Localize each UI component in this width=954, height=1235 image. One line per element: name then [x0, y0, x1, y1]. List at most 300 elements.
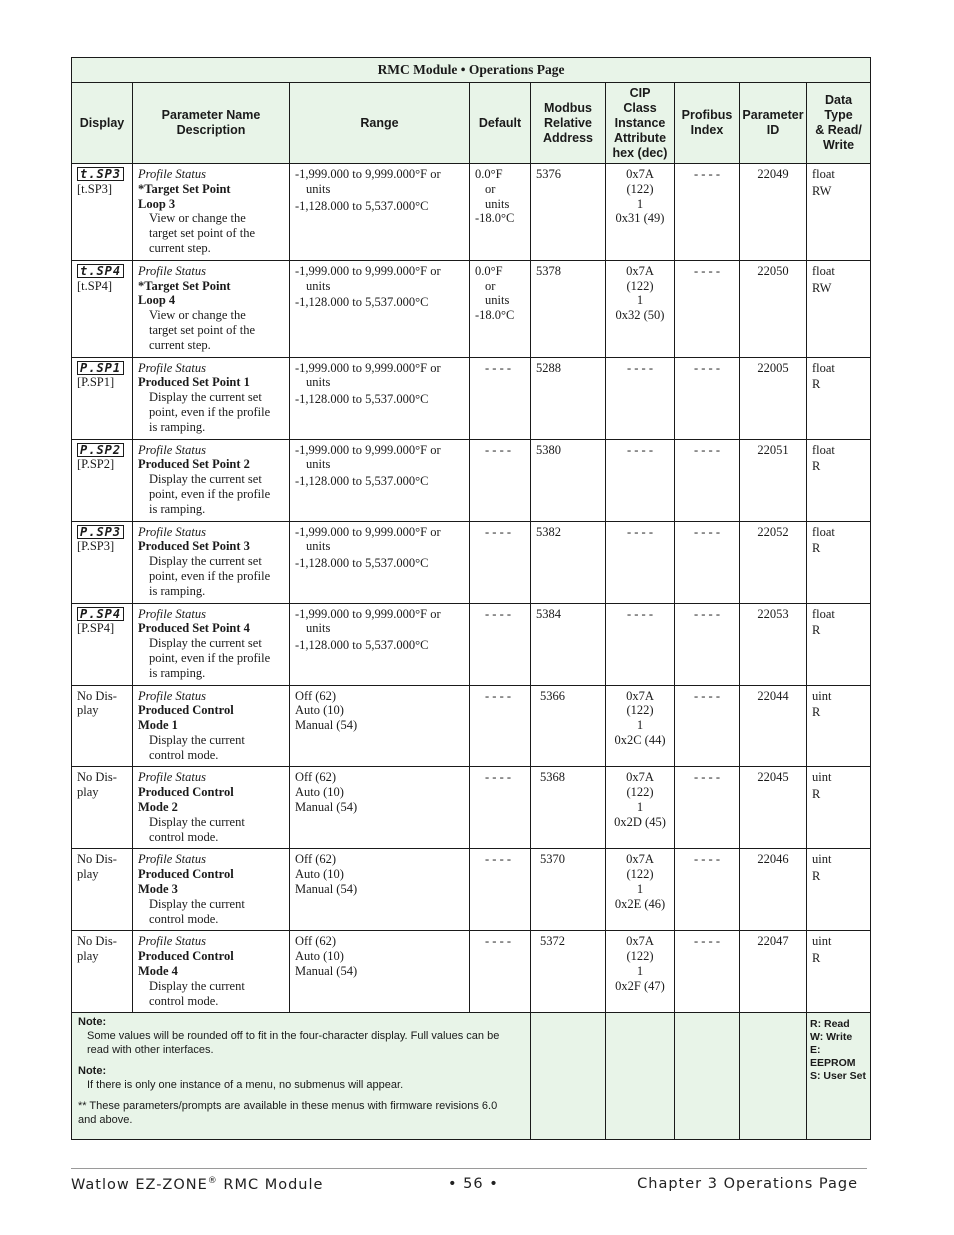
cip-line: (122) [626, 785, 654, 800]
parameter-name: *Target Set Point [138, 181, 231, 196]
lcd-display-glyph: t.SP4 [77, 264, 124, 278]
parameter-description: is ramping. [149, 665, 206, 680]
parameter-description: point, even if the profile [149, 404, 271, 419]
cip-line: 0x31 (49) [615, 211, 665, 226]
data-type-cell [807, 260, 871, 357]
cip-cell [606, 931, 675, 1013]
cip-cell [606, 164, 675, 261]
parameter-name: Produced Set Point 3 [138, 539, 250, 554]
default-line: units [485, 293, 510, 308]
profibus-cell [675, 439, 740, 521]
parameter-name: Produced Set Point 2 [138, 457, 250, 472]
range-line: Auto (10) [295, 703, 344, 718]
range-cell [290, 685, 470, 767]
modbus-address: 5382 [536, 524, 561, 539]
parameter-id-cell [740, 767, 807, 849]
parameter-name: Loop 4 [138, 293, 176, 308]
note-body: Some values will be rounded off to fit in the four-character display. Full values can be read with other interfaces. [87, 1030, 500, 1057]
cip-line: 1 [636, 293, 644, 308]
cip-line: - - - - [626, 524, 654, 539]
default-line: units [485, 196, 510, 211]
parameter-description: point, even if the profile [149, 568, 271, 583]
cip-cell [606, 603, 675, 685]
profibus-index: - - - - [693, 606, 721, 621]
parameter-description: current step. [149, 240, 211, 255]
default-line: 0.0°F [475, 263, 503, 278]
display-code: [P.SP4] [77, 621, 115, 636]
default-line: or [485, 181, 496, 196]
data-type-cell [807, 521, 871, 603]
default-line: -18.0°C [475, 211, 515, 226]
data-type-cell [807, 849, 871, 931]
parameter-id-cell [740, 931, 807, 1013]
data-type-line: float [812, 360, 835, 375]
table-row [72, 685, 871, 767]
range-line: units [306, 457, 331, 472]
display-code: No Dis- play [77, 688, 117, 718]
data-type-cell [807, 603, 871, 685]
range-line: -1,128.000 to 5,537.000°C [295, 638, 429, 653]
profibus-cell [675, 164, 740, 261]
notes-empty-cell [606, 1013, 675, 1140]
profibus-index: - - - - [693, 167, 721, 181]
profibus-cell [675, 521, 740, 603]
parameter-description: control mode. [149, 911, 219, 926]
range-line: -1,999.000 to 9,999.000°F or [295, 167, 441, 181]
cip-line: 0x7A [626, 688, 654, 703]
display-code: [t.SP4] [77, 278, 113, 293]
table-row [72, 603, 871, 685]
cip-line: 0x7A [626, 167, 654, 181]
header-display: Display [72, 83, 133, 164]
modbus-cell [531, 685, 606, 767]
header-parameter-id: Parameter ID [740, 83, 807, 164]
default-line: - - - - [485, 770, 512, 785]
table-row [72, 521, 871, 603]
default-line: or [485, 278, 496, 293]
data-type-line: R [812, 623, 821, 638]
parameter-description: control mode. [149, 747, 219, 762]
range-cell [290, 260, 470, 357]
cip-cell [606, 357, 675, 439]
modbus-address: 5370 [540, 852, 565, 867]
modbus-address: 5376 [536, 167, 561, 181]
data-type-cell [807, 164, 871, 261]
display-code: No Dis- play [77, 852, 117, 882]
parameter-id-cell [740, 260, 807, 357]
profibus-index: - - - - [693, 852, 721, 867]
profibus-index: - - - - [693, 688, 721, 703]
parameter-description: Display the current set [149, 636, 262, 651]
cip-line: 0x2E (46) [614, 896, 666, 911]
modbus-address: 5378 [536, 263, 561, 278]
cip-line: 0x2F (47) [615, 978, 665, 993]
profibus-cell [675, 931, 740, 1013]
lcd-display-glyph: t.SP3 [77, 167, 124, 181]
menu-name: Profile Status [138, 688, 206, 703]
profibus-index: - - - - [693, 263, 721, 278]
parameter-cell [133, 357, 290, 439]
profibus-cell [675, 260, 740, 357]
page-number: • 56 • [448, 1176, 499, 1192]
cip-line: 0x7A [626, 263, 654, 278]
modbus-address: 5368 [540, 770, 565, 785]
menu-name: Profile Status [138, 770, 206, 785]
display-cell [72, 931, 133, 1013]
lcd-display-glyph: P.SP3 [77, 525, 124, 539]
data-type-line: RW [812, 183, 832, 198]
lcd-display-glyph: P.SP2 [77, 443, 124, 457]
range-cell [290, 603, 470, 685]
range-line: units [306, 375, 331, 390]
lcd-display-glyph: P.SP1 [77, 361, 124, 375]
profibus-cell [675, 767, 740, 849]
range-line: Manual (54) [295, 800, 358, 815]
legend-eeprom: E: EEPROM [810, 1044, 856, 1070]
range-line: units [306, 181, 331, 196]
range-cell [290, 164, 470, 261]
default-line: 0.0°F [475, 167, 503, 181]
parameter-description: point, even if the profile [149, 650, 271, 665]
default-line: - - - - [485, 934, 512, 949]
menu-name: Profile Status [138, 524, 206, 539]
cip-line: - - - - [626, 442, 654, 457]
cip-line: 0x2D (45) [614, 814, 666, 829]
range-line: -1,999.000 to 9,999.000°F or [295, 606, 441, 621]
parameter-description: Display the current set [149, 390, 262, 405]
default-line: - - - - [485, 360, 512, 375]
header-cip: CIP Class Instance Attribute hex (dec) [606, 83, 675, 164]
profibus-cell [675, 685, 740, 767]
range-line: -1,999.000 to 9,999.000°F or [295, 360, 441, 375]
range-line: units [306, 539, 331, 554]
notes-row [72, 1013, 871, 1140]
header-range: Range [290, 83, 470, 164]
parameter-cell [133, 521, 290, 603]
parameter-name: Produced Control [138, 867, 234, 882]
range-line: Manual (54) [295, 964, 358, 979]
display-code: [P.SP3] [77, 539, 115, 554]
range-cell [290, 357, 470, 439]
parameter-id: 22005 [757, 360, 789, 375]
parameter-cell [133, 603, 290, 685]
parameter-description: View or change the [149, 211, 246, 226]
parameter-id-cell [740, 849, 807, 931]
cip-line: (122) [626, 181, 654, 196]
table-row [72, 931, 871, 1013]
data-type-cell [807, 685, 871, 767]
profibus-cell [675, 849, 740, 931]
parameter-cell [133, 849, 290, 931]
legend-read: R: Read [810, 1018, 850, 1031]
table-row [72, 767, 871, 849]
parameter-name: Produced Set Point 1 [138, 375, 250, 390]
header-profibus: Profibus Index [675, 83, 740, 164]
parameter-description: View or change the [149, 308, 246, 323]
menu-name: Profile Status [138, 606, 206, 621]
range-line: Off (62) [295, 688, 337, 703]
note-title: Note: [78, 1016, 107, 1029]
range-line: -1,128.000 to 5,537.000°C [295, 295, 429, 310]
display-code: No Dis- play [77, 934, 117, 964]
data-type-line: RW [812, 280, 832, 295]
cip-line: 1 [636, 196, 644, 211]
menu-name: Profile Status [138, 442, 206, 457]
cip-line: (122) [626, 949, 654, 964]
parameter-name: Produced Set Point 4 [138, 621, 250, 636]
default-line: -18.0°C [475, 308, 515, 323]
modbus-address: 5380 [536, 442, 561, 457]
lcd-display-glyph: P.SP4 [77, 607, 124, 621]
default-cell [470, 767, 531, 849]
cip-line: - - - - [626, 606, 654, 621]
parameter-description: Display the current [149, 732, 245, 747]
menu-name: Profile Status [138, 263, 206, 278]
table-row [72, 260, 871, 357]
parameter-name: Produced Control [138, 703, 234, 718]
range-line: -1,128.000 to 5,537.000°C [295, 556, 429, 571]
menu-name: Profile Status [138, 360, 206, 375]
parameter-name: Produced Control [138, 949, 234, 964]
cip-cell [606, 685, 675, 767]
range-cell [290, 931, 470, 1013]
cip-cell [606, 439, 675, 521]
parameter-id: 22050 [757, 263, 789, 278]
parameter-id-cell [740, 164, 807, 261]
modbus-cell [531, 767, 606, 849]
table-row [72, 357, 871, 439]
data-type-cell [807, 439, 871, 521]
modbus-cell [531, 603, 606, 685]
note-title: Note: [78, 1065, 107, 1078]
parameter-id: 22053 [757, 606, 789, 621]
profibus-cell [675, 603, 740, 685]
profibus-index: - - - - [693, 934, 721, 949]
data-type-line: float [812, 606, 835, 621]
cip-line: 0x2C (44) [614, 732, 666, 747]
parameter-name: *Target Set Point [138, 278, 231, 293]
parameter-id-cell [740, 521, 807, 603]
modbus-cell [531, 260, 606, 357]
data-type-line: float [812, 524, 835, 539]
data-type-line: R [812, 869, 821, 884]
parameter-name: Mode 4 [138, 964, 178, 979]
header-data-type: Data Type & Read/ Write [807, 83, 871, 164]
cip-line: 1 [636, 882, 644, 897]
data-type-line: R [812, 705, 821, 720]
data-type-line: R [812, 459, 821, 474]
data-type-line: uint [812, 852, 832, 867]
range-cell [290, 521, 470, 603]
data-type-line: R [812, 377, 821, 392]
range-line: -1,999.000 to 9,999.000°F or [295, 263, 441, 278]
default-cell [470, 849, 531, 931]
range-line: -1,128.000 to 5,537.000°C [295, 474, 429, 489]
range-cell [290, 439, 470, 521]
parameter-name: Mode 2 [138, 800, 178, 815]
parameter-cell [133, 931, 290, 1013]
default-cell [470, 357, 531, 439]
menu-name: Profile Status [138, 852, 206, 867]
display-cell [72, 439, 133, 521]
parameter-description: Display the current [149, 896, 245, 911]
parameter-id: 22049 [757, 167, 789, 181]
legend-write: W: Write [810, 1031, 853, 1044]
range-line: units [306, 278, 331, 293]
modbus-cell [531, 164, 606, 261]
parameter-id: 22045 [757, 770, 789, 785]
profibus-index: - - - - [693, 524, 721, 539]
range-line: -1,128.000 to 5,537.000°C [295, 198, 429, 213]
display-cell [72, 685, 133, 767]
range-line: Off (62) [295, 852, 337, 867]
range-line: Auto (10) [295, 867, 344, 882]
cip-cell [606, 521, 675, 603]
default-cell [470, 931, 531, 1013]
parameter-cell [133, 164, 290, 261]
modbus-address: 5366 [540, 688, 565, 703]
cip-line: 0x7A [626, 934, 654, 949]
parameter-description: current step. [149, 337, 211, 352]
parameter-id: 22051 [757, 442, 789, 457]
parameter-description: is ramping. [149, 419, 206, 434]
parameter-description: Display the current set [149, 472, 262, 487]
default-line: - - - - [485, 524, 512, 539]
legend-cell [807, 1013, 871, 1140]
data-type-line: float [812, 263, 835, 278]
footer-product: Watlow EZ-ZONE® RMC Module [71, 1176, 324, 1193]
parameter-id-cell [740, 357, 807, 439]
parameter-id: 22047 [757, 934, 789, 949]
data-type-cell [807, 767, 871, 849]
default-cell [470, 439, 531, 521]
parameter-id-cell [740, 439, 807, 521]
range-line: Auto (10) [295, 949, 344, 964]
cip-line: 0x32 (50) [615, 308, 665, 323]
parameter-name: Produced Control [138, 785, 234, 800]
default-line: - - - - [485, 442, 512, 457]
footer-divider [71, 1168, 867, 1169]
table-row [72, 164, 871, 261]
display-cell [72, 849, 133, 931]
parameter-description: is ramping. [149, 501, 206, 516]
modbus-cell [531, 357, 606, 439]
modbus-cell [531, 931, 606, 1013]
footer-chapter: Chapter 3 Operations Page [637, 1176, 858, 1192]
cip-line: (122) [626, 703, 654, 718]
default-cell [470, 164, 531, 261]
modbus-address: 5372 [540, 934, 565, 949]
range-line: units [306, 621, 331, 636]
note-firmware: ** These parameters/prompts are available in these menus with firmware revisions 6.0 and above. [78, 1100, 498, 1127]
table-row [72, 849, 871, 931]
range-line: Off (62) [295, 934, 337, 949]
cip-line: - - - - [626, 360, 654, 375]
parameter-id: 22044 [757, 688, 789, 703]
modbus-address: 5384 [536, 606, 561, 621]
profibus-index: - - - - [693, 360, 721, 375]
modbus-cell [531, 439, 606, 521]
default-cell [470, 521, 531, 603]
parameter-description: Display the current [149, 978, 245, 993]
range-line: Auto (10) [295, 785, 344, 800]
notes-empty-cell [531, 1013, 606, 1140]
range-line: -1,128.000 to 5,537.000°C [295, 392, 429, 407]
notes-empty-cell [740, 1013, 807, 1140]
display-code: [P.SP2] [77, 457, 115, 472]
parameter-description: control mode. [149, 993, 219, 1008]
modbus-cell [531, 849, 606, 931]
range-line: Manual (54) [295, 882, 358, 897]
parameter-description: point, even if the profile [149, 486, 271, 501]
display-cell [72, 767, 133, 849]
data-type-line: float [812, 442, 835, 457]
default-line: - - - - [485, 852, 512, 867]
parameter-name: Loop 3 [138, 196, 176, 211]
parameter-cell [133, 685, 290, 767]
range-line: Manual (54) [295, 718, 358, 733]
profibus-cell [675, 357, 740, 439]
parameter-id-cell [740, 685, 807, 767]
parameter-cell [133, 767, 290, 849]
parameter-id-cell [740, 603, 807, 685]
parameter-description: control mode. [149, 829, 219, 844]
cip-line: 1 [636, 964, 644, 979]
cip-cell [606, 849, 675, 931]
cip-line: (122) [626, 278, 654, 293]
cip-line: 0x7A [626, 852, 654, 867]
modbus-address: 5288 [536, 360, 561, 375]
parameter-description: target set point of the [149, 226, 255, 241]
legend-user-set: S: User Set [810, 1070, 867, 1083]
parameter-cell [133, 260, 290, 357]
range-line: -1,999.000 to 9,999.000°F or [295, 524, 441, 539]
parameter-description: is ramping. [149, 583, 206, 598]
range-line: Off (62) [295, 770, 337, 785]
menu-name: Profile Status [138, 167, 206, 181]
default-cell [470, 603, 531, 685]
parameter-cell [133, 439, 290, 521]
modbus-cell [531, 521, 606, 603]
parameter-name: Mode 1 [138, 718, 178, 733]
profibus-index: - - - - [693, 442, 721, 457]
cip-line: 0x7A [626, 770, 654, 785]
data-type-cell [807, 931, 871, 1013]
display-cell [72, 603, 133, 685]
header-default: Default [470, 83, 531, 164]
data-type-line: R [812, 951, 821, 966]
data-type-line: uint [812, 770, 832, 785]
table-row [72, 439, 871, 521]
menu-name: Profile Status [138, 934, 206, 949]
header-modbus: Modbus Relative Address [531, 83, 606, 164]
default-cell [470, 685, 531, 767]
parameter-id: 22052 [757, 524, 789, 539]
notes-empty-cell [675, 1013, 740, 1140]
cip-line: 1 [636, 718, 644, 733]
data-type-cell [807, 357, 871, 439]
header-row [72, 83, 871, 164]
parameter-description: Display the current set [149, 554, 262, 569]
data-type-line: uint [812, 688, 832, 703]
parameter-description: target set point of the [149, 322, 255, 337]
default-line: - - - - [485, 688, 512, 703]
display-cell [72, 357, 133, 439]
page-footer [71, 1176, 858, 1196]
display-code: [P.SP1] [77, 375, 115, 390]
table-title: RMC Module • Operations Page [72, 58, 871, 83]
parameter-name: Mode 3 [138, 882, 178, 897]
